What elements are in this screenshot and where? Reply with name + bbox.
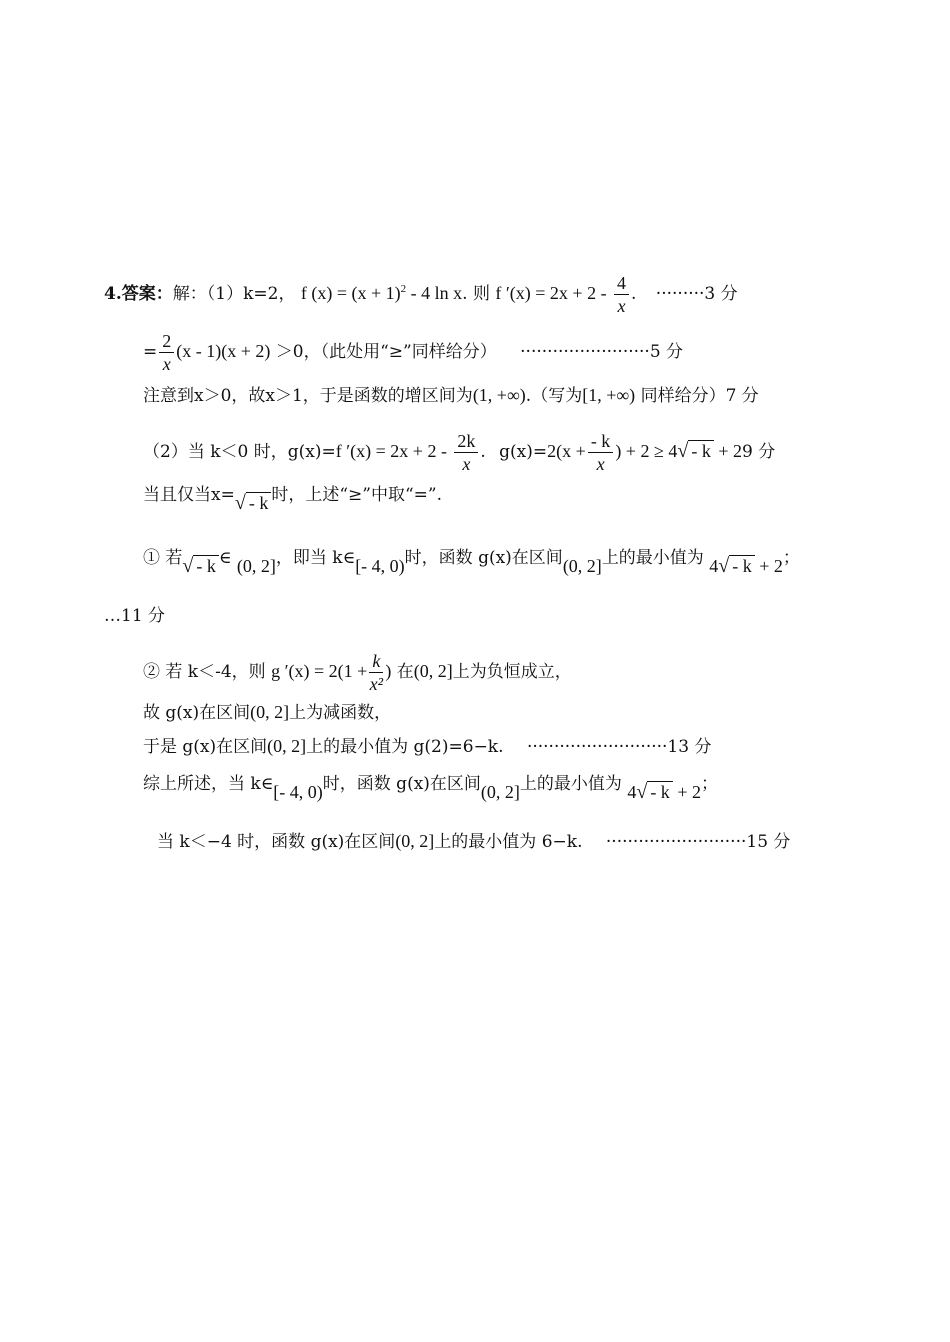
part-1-marker: （1） — [206, 284, 244, 304]
fraction-neg-k-over-x: $\frac{- k}{x}$ — [588, 430, 614, 475]
close-paren: ) — [385, 661, 392, 681]
solution-line-3 — [143, 383, 759, 408]
interval-closed: [1, +∞) — [582, 385, 636, 405]
derivative-expr: f ′(x) = 2x + 2 - — [495, 283, 607, 303]
solution-line-8 — [143, 650, 572, 695]
summary-text-2: 时，函数 g(x)在区间 — [322, 774, 481, 794]
positive-note: ＞0，（此处用“≥”同样给分） — [270, 342, 497, 362]
answer-label: 4.答案： — [104, 284, 173, 304]
case-2-label: ② 若 k＜-4，则 — [143, 662, 266, 682]
summary-min-text: 上的最小值为 — [519, 774, 622, 794]
semicolon: ； — [782, 548, 800, 568]
fraction-k-over-x2: $\frac{k}{\text{x²}}$ — [369, 651, 383, 694]
interval-neg4-0: [- 4, 0) — [273, 782, 323, 802]
period: . — [630, 284, 637, 304]
decreasing-tail: 上为减函数， — [289, 703, 392, 723]
equality-condition: 当且仅当x= — [143, 485, 235, 505]
fraction-2-over-x: $\frac{2}{x}$ — [159, 330, 174, 375]
min-case-2-value: 上的最小值为 g(2)=6−k. — [306, 737, 504, 757]
k-value: k=2， — [243, 284, 296, 304]
solution-line-2 — [143, 330, 683, 375]
fraction-2k-over-x: $\frac{2k}{x}$ — [454, 430, 478, 475]
case-1-text-2: 时，函数 g(x)在区间 — [404, 548, 563, 568]
solution-line-9 — [143, 700, 391, 725]
alt-note: .（写为 — [525, 386, 583, 406]
part-2-intro: （2）当 k＜0 时，g(x)= — [143, 442, 336, 462]
score-3: ·········3 分 — [655, 284, 738, 304]
score-7: 同样给分）7 分 — [635, 386, 759, 406]
factor-product: (x - 1)(x + 2) — [176, 341, 271, 361]
sqrt-neg-k: √ - k — [677, 439, 713, 463]
solution-prefix: 解： — [172, 284, 207, 304]
interval-0-2: (0, 2] — [236, 556, 276, 576]
sqrt-neg-k: √ - k — [182, 554, 218, 578]
g-prime-expr: g ′(x) = 2(1 + — [271, 661, 368, 681]
min-case-2-text: 于是 g(x)在区间 — [143, 737, 268, 757]
interval-0-2: (0, 2] — [250, 702, 290, 722]
negative-note: 上为负恒成立， — [452, 662, 572, 682]
score-13: ··························13 分 — [526, 737, 712, 757]
interval-0-2: (0, 2] — [395, 831, 435, 851]
g-rewrite: 2(x + — [547, 441, 586, 461]
decreasing-text: 故 g(x)在区间 — [143, 703, 251, 723]
element-of: ∈ — [218, 548, 232, 568]
interval-0-2: (0, 2] — [562, 556, 602, 576]
min-value-expr: 4√ - k + 2 — [709, 555, 783, 577]
score-5: ························5 分 — [520, 342, 684, 362]
case-1-label: ① 若 — [143, 548, 183, 568]
summary-text: 综上所述，当 k∈ — [143, 774, 274, 794]
solution-line-10 — [143, 734, 711, 759]
solution-line-4 — [143, 430, 775, 475]
in-text: 在 — [396, 662, 414, 682]
solution-line-7 — [104, 604, 165, 628]
plus-two: + 2 — [713, 441, 742, 461]
semicolon: ； — [700, 774, 718, 794]
interval-0-2: (0, 2] — [267, 736, 307, 756]
interval-0-2: (0, 2] — [480, 782, 520, 802]
g-derivative-expr: f ′(x) = 2x + 2 - — [335, 441, 447, 461]
period: . — [480, 442, 486, 462]
min-value-text: 上的最小值为 — [601, 548, 704, 568]
then-text: . 则 — [462, 284, 496, 304]
solution-line-11 — [143, 771, 718, 803]
interval-open: (1, +∞) — [472, 385, 526, 405]
summary-case-2-value: 上的最小值为 6−k. — [434, 832, 583, 852]
case-1-text: ，即当 k∈ — [275, 548, 356, 568]
fraction-4-over-x: $\frac{4}{x}$ — [614, 272, 629, 317]
equals-sign: = — [143, 342, 158, 362]
interval-0-2: (0, 2] — [413, 661, 453, 681]
solution-line-5 — [143, 482, 442, 514]
solution-line-6 — [143, 545, 800, 577]
solution-line-1 — [104, 272, 738, 317]
summary-case-2-text: 当 k＜−4 时，函数 g(x)在区间 — [157, 832, 396, 852]
equality-note: 时，上述“≥”中取“=”. — [271, 485, 442, 505]
function-def: f $(x) = (x + 1)^2 - 4$ ln x — [300, 283, 463, 303]
solution-line-12 — [157, 829, 790, 854]
g-label: g(x)= — [499, 442, 548, 462]
interval-neg4-0: [- 4, 0) — [355, 556, 405, 576]
score-11: …11 分 — [104, 606, 166, 626]
score-15: ··························15 分 — [605, 832, 791, 852]
min-value-expr: 4√ - k + 2 — [627, 781, 701, 803]
inequality: ) + 2 ≥ 4 — [615, 441, 678, 461]
increasing-interval-text: 注意到x＞0，故x＞1，于是函数的增区间为 — [143, 386, 473, 406]
sqrt-neg-k: √ - k — [235, 491, 271, 515]
score-9: 9 分 — [741, 442, 776, 462]
